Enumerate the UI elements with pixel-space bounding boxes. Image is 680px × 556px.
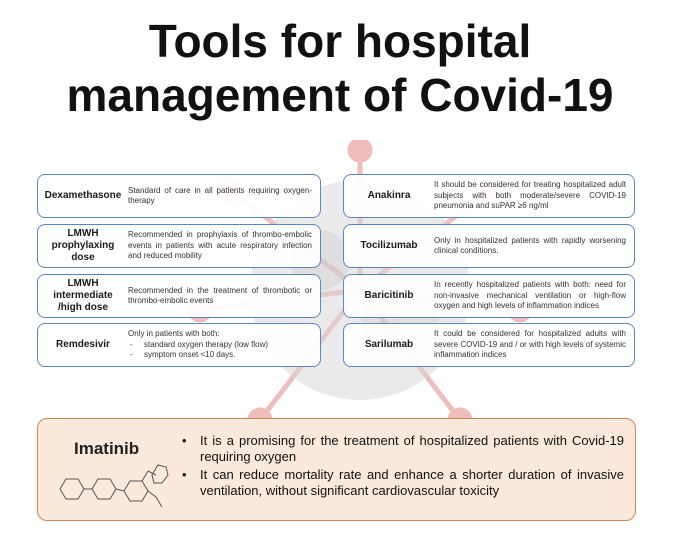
drug-description: Standard of care in all patients requiring oxygen-therapy	[128, 185, 312, 205]
drug-name: LMWH prophylaxing dose	[51, 228, 115, 263]
drug-card-baricitinib	[343, 274, 635, 318]
title-line-2: management of Covid-19	[66, 69, 614, 121]
drug-card-sarilumab	[343, 323, 635, 367]
drug-name: Remdesivir	[56, 339, 110, 350]
title-line-1: Tools for hospital	[148, 15, 532, 67]
list-item: - standard oxygen therapy (low flow)	[128, 340, 312, 351]
drug-card-lmwh-prophylaxing	[37, 224, 321, 268]
drug-name: Sarilumab	[364, 339, 414, 350]
drug-name: Dexamethasone	[44, 190, 122, 201]
drug-description: In recently hospitalized patients with both: need for non-invasive mechanical ventilation or high-flow oxygen and high levels of inflammation indices	[434, 280, 626, 311]
drug-name: Baricitinib	[364, 290, 414, 301]
drug-description-intro: Only in patients with both:	[128, 329, 220, 339]
drug-card-dexamethasone	[37, 174, 321, 218]
drug-description	[128, 329, 320, 361]
drug-card-tocilizumab	[343, 224, 635, 268]
drug-description: Recommended in the treatment of thrombotic or thrombo-embolic events	[128, 285, 312, 305]
imatinib-card	[37, 418, 636, 521]
drug-description: It could be considered for hospitalized adults with severe COVID-19 and / or with high levels of systemic inflammation indices	[434, 329, 626, 360]
imatinib-points	[178, 433, 624, 501]
criteria-list	[128, 340, 312, 361]
chemical-structure-icon	[52, 461, 172, 517]
list-item: • It is a promising for the treatment of hospitalized patients with Covid-19 requiring oxygen	[178, 433, 624, 465]
list-item: - symptom onset <10 days.	[128, 350, 312, 361]
drug-card-remdesivir	[37, 323, 321, 367]
drug-description: Recommended in prophylaxis of thrombo-embolic events in patients with acute respiratory infection and reduced mobility	[128, 230, 312, 261]
page-title	[0, 14, 680, 122]
drug-name: Tocilizumab	[360, 240, 418, 251]
drug-description: It should be considered for treating hospitalized adult subjects with both moderate/severe COVID-19 pneumonia and suPAR ≥6 ng/ml	[434, 180, 626, 211]
drug-name: LMWH intermediate /high dose	[53, 278, 113, 313]
drug-card-anakinra	[343, 174, 635, 218]
list-item: • It can reduce mortality rate and enhance a shorter duration of invasive ventilation, without significant cardiovascular toxicity	[178, 467, 624, 499]
drug-card-lmwh-intermediate	[37, 274, 321, 318]
drug-name: Imatinib	[74, 439, 140, 458]
drug-name: Anakinra	[367, 190, 411, 201]
drug-description: Only in hospitalized patients with rapidly worsening clinical conditions.	[434, 235, 626, 255]
